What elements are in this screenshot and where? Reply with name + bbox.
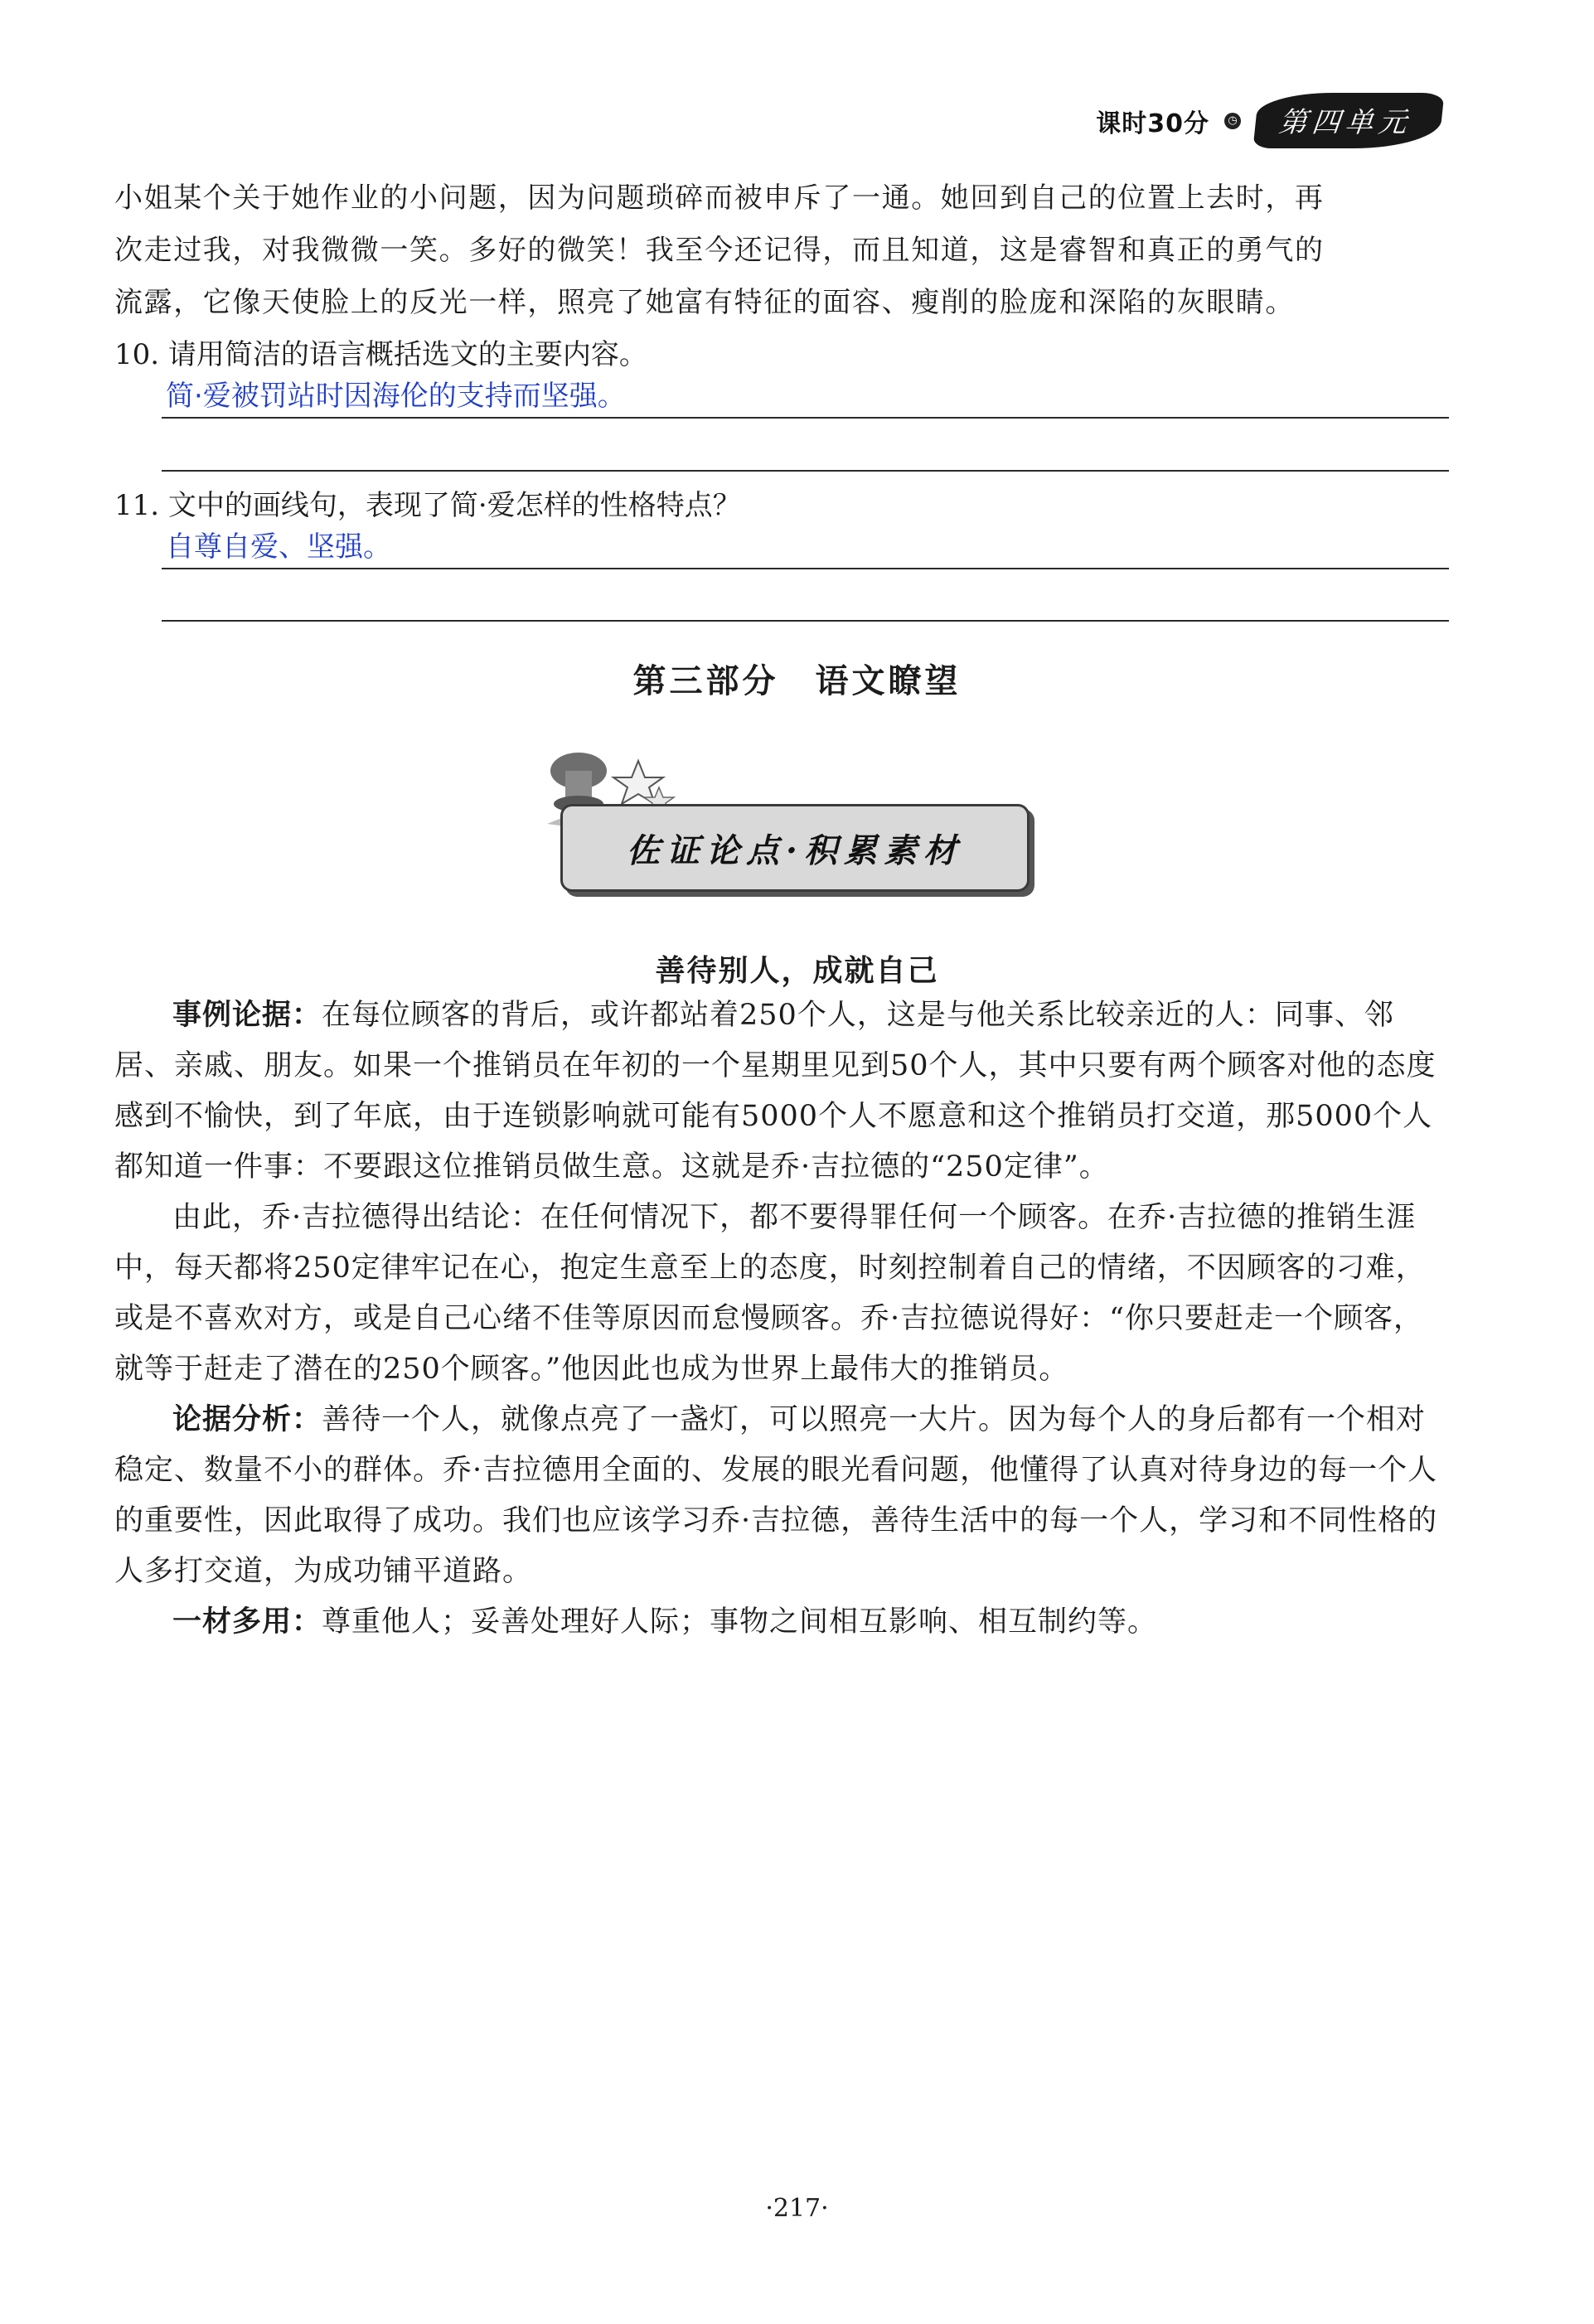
unit-badge: 第四单元 xyxy=(1252,93,1444,148)
answer-line xyxy=(162,620,1449,622)
passage-line: 次走过我，对我微微一笑。多好的微笑！我至今还记得，而且知道，这是睿智和真正的勇气的 xyxy=(114,234,1325,267)
section-title: 第三部分 语文瞭望 xyxy=(632,662,962,700)
answer-text[interactable]: 自尊自爱、坚强。 xyxy=(166,530,391,564)
paragraph-label: 论据分析： xyxy=(172,1403,322,1436)
article-paragraph: 一材多用：尊重他人；妥善处理好人际；事物之间相互影响、相互制约等。 xyxy=(172,1605,1158,1639)
answer-line xyxy=(162,568,1449,569)
question-number: 10. xyxy=(114,338,160,371)
answer-text[interactable]: 简·爱被罚站时因海伦的支持而坚强。 xyxy=(166,380,626,413)
article-paragraph: 事例论据：在每位顾客的背后，或许都站着250个人，这是与他关系比较亲近的人：同事、邻居、亲戚、朋友。如果一个推销员在年初的一个星期里见到50个人，其中只要有两个顾客对他的态度感到不愉快，到了年底，由于连锁影响就可能有5000个人不愿意和这个推销员打交道，那5000个人都知道一件事：不要跟这位推销员做生意。这就是乔·吉拉德的“250定律”。 xyxy=(114,999,1437,1184)
paragraph-label: 一材多用： xyxy=(172,1605,322,1639)
article-body xyxy=(114,990,1451,1648)
page-header xyxy=(1096,93,1441,148)
question-number: 11. xyxy=(114,489,160,522)
article-paragraph: 论据分析：善待一个人，就像点亮了一盏灯，可以照亮一大片。因为每个人的身后都有一个相对稳定、数量不小的群体。乔·吉拉德用全面的、发展的眼光看问题，他懂得了认真对待身边的每一个人的重要性，因此取得了成功。我们也应该学习乔·吉拉德，善待生活中的每一个人，学习和不同性格的人多打交道，为成功铺平道路。 xyxy=(114,1403,1438,1588)
answer-line xyxy=(162,417,1449,419)
question-text: 10. 请用简洁的语言概括选文的主要内容。 xyxy=(114,338,647,371)
answer-line xyxy=(162,470,1449,472)
article-paragraph: 由此，乔·吉拉德得出结论：在任何情况下，都不要得罪任何一个顾客。在乔·吉拉德的推销生涯中，每天都将250定律牢记在心，抱定生意至上的态度，时刻控制着自己的情绪，不因顾客的刁难，或是不喜欢对方，或是自己心绪不佳等原因而怠慢顾客。乔·吉拉德说得好：“你只要赶走一个顾客，就等于赶走了潜在的250个顾客。”他因此也成为世界上最伟大的推销员。 xyxy=(114,1201,1426,1386)
article-title: 善待别人，成就自己 xyxy=(655,954,939,988)
passage-line: 小姐某个关于她作业的小问题，因为问题琐碎而被申斥了一通。她回到自己的位置上去时，再 xyxy=(114,182,1325,215)
banner-label: 佐证论点·积累素材 xyxy=(560,804,1030,892)
passage-line: 流露，它像天使脸上的反光一样，照亮了她富有特征的面容、瘦削的脸庞和深陷的灰眼睛。 xyxy=(114,286,1295,319)
section-banner xyxy=(514,738,1028,903)
clock-icon: ◷ xyxy=(1224,113,1241,129)
reading-passage xyxy=(114,172,1449,329)
question-11 xyxy=(114,485,1449,568)
page-number: ·217· xyxy=(765,2194,829,2223)
paragraph-label: 事例论据： xyxy=(172,999,322,1032)
question-text: 11. 文中的画线句，表现了简·爱怎样的性格特点？ xyxy=(114,489,741,522)
series-title: 课时30分 xyxy=(1096,109,1209,138)
question-10 xyxy=(114,334,1449,417)
